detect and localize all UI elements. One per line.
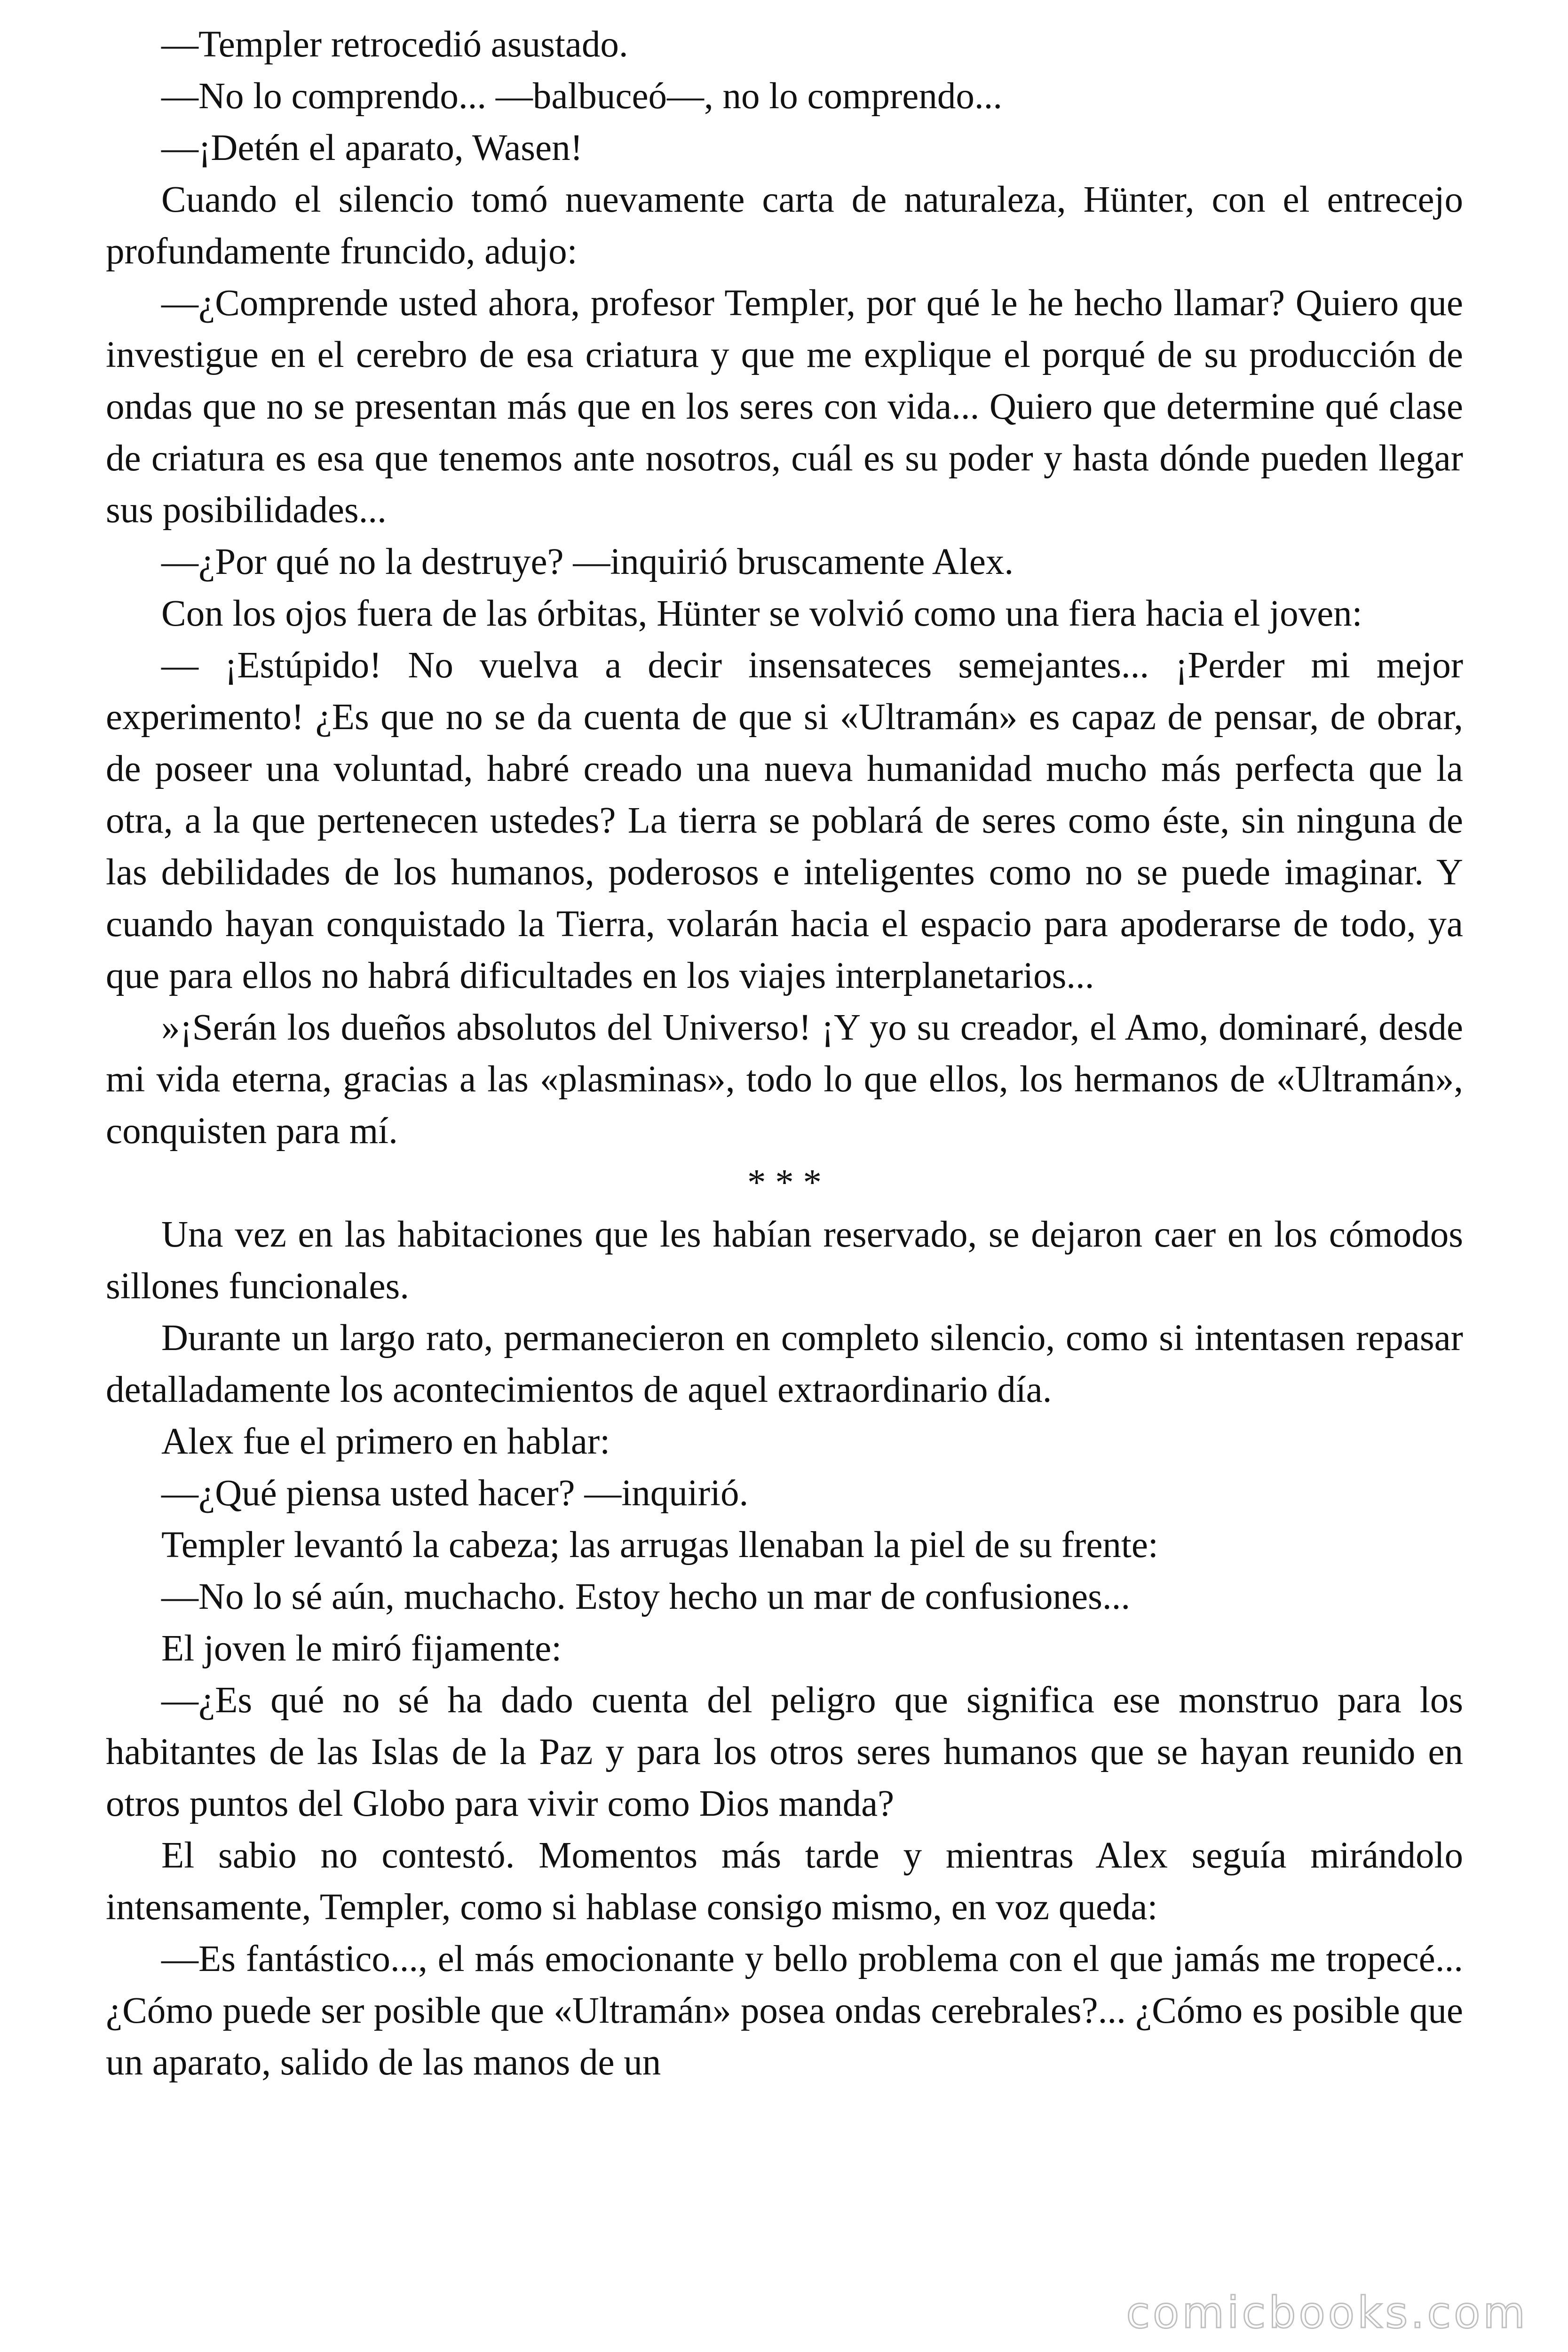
paragraph: —¿Qué piensa usted hacer? —inquirió. bbox=[161, 1473, 749, 1514]
paragraph: Durante un largo rato, permanecieron en completo silencio, como si intentasen repasar detalladamente los acontecimientos de aquel extraordinario día. bbox=[106, 1318, 1463, 1410]
paragraph: —Es fantástico..., el más emocionante y bello problema con el que jamás me tropecé... ¿Cómo puede ser posible que «Ultramán» posea ondas cerebrales?... ¿Cómo es posible que un aparato, salido de las manos de un bbox=[106, 1939, 1463, 2083]
paragraph: Una vez en las habitaciones que les habían reservado, se dejaron caer en los cómodos sillones funcionales. bbox=[106, 1214, 1463, 1307]
paragraph: — ¡Estúpido! No vuelva a decir insensateces semejantes... ¡Perder mi mejor experimento! ¿Es que no se da cuenta de que si «Ultramán» es capaz de pensar, de obrar, de poseer una voluntad, habré creado una nueva humanidad mucho más perfecta que la otra, a la que pertenecen ustedes? La tierra se poblará de seres como éste, sin ninguna de las debilidades de los humanos, poderosos e inteligentes como no se puede imaginar. Y cuando hayan conquistado la Tierra, volarán hacia el espacio para apoderarse de todo, ya que para ellos no habrá dificultades en los viajes interplanetarios... bbox=[106, 645, 1463, 996]
paragraph: Cuando el silencio tomó nuevamente carta de naturaleza, Hünter, con el entrecejo profundamente fruncido, adujo: bbox=[106, 179, 1463, 272]
paragraph: Templer levantó la cabeza; las arrugas llenaban la piel de su frente: bbox=[161, 1525, 1158, 1565]
paragraph: Con los ojos fuera de las órbitas, Hünter se volvió como una fiera hacia el joven: bbox=[161, 593, 1362, 634]
paragraph: —No lo comprendo... —balbuceó—, no lo comprendo... bbox=[161, 76, 1003, 117]
paragraph: Alex fue el primero en hablar: bbox=[161, 1421, 610, 1462]
paragraph: —Templer retrocedió asustado. bbox=[161, 24, 628, 65]
paragraph: —¿Por qué no la destruye? —inquirió bruscamente Alex. bbox=[161, 541, 1014, 582]
paragraph: —No lo sé aún, muchacho. Estoy hecho un mar de confusiones... bbox=[161, 1576, 1131, 1617]
paragraph: El sabio no contestó. Momentos más tarde y mientras Alex seguía mirándolo intensamente, Templer, como si hablase consigo mismo, en voz queda: bbox=[106, 1835, 1463, 1928]
section-separator: * * * bbox=[747, 1162, 822, 1203]
watermark-logo: comicbooks.com bbox=[1126, 2288, 1528, 2338]
paragraph: El joven le miró fijamente: bbox=[161, 1628, 562, 1669]
paragraph: —¿Comprende usted ahora, profesor Templer, por qué le he hecho llamar? Quiero que investigue en el cerebro de esa criatura y que me explique el porqué de su producción de ondas que no se presentan más que en los seres con vida... Quiero que determine qué clase de criatura es esa que tenemos ante nosotros, cuál es su poder y hasta dónde pueden llegar sus posibilidades... bbox=[106, 283, 1463, 531]
paragraph: »¡Serán los dueños absolutos del Universo! ¡Y yo su creador, el Amo, dominaré, desde mi vida eterna, gracias a las «plasminas», todo lo que ellos, los hermanos de «Ultramán», conquisten para mí. bbox=[106, 1007, 1463, 1152]
paragraph: —¿Es qué no sé ha dado cuenta del peligro que significa ese monstruo para los habitantes de las Islas de la Paz y para los otros seres humanos que se hayan reunido en otros puntos del Globo para vivir como Dios manda? bbox=[106, 1680, 1463, 1824]
paragraph: —¡Detén el aparato, Wasen! bbox=[161, 127, 583, 168]
page-body bbox=[106, 19, 1463, 2089]
